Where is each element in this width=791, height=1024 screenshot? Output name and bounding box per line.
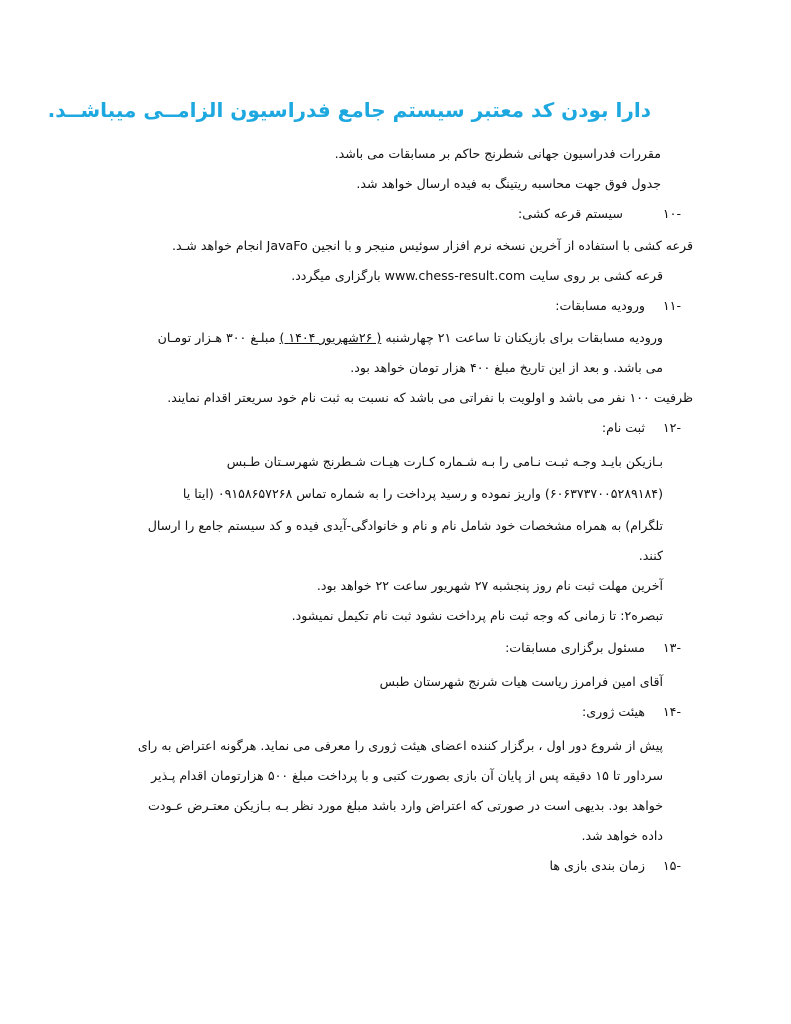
section-12-line-5: آخرین مهلت ثبت نام روز پنجشبه ۲۷ شهریور ساعت ۲۲ خواهد بود. [316,578,663,593]
section-13-number: -۱۳ [662,640,681,655]
section-10-title: سیستم قرعه کشی: [518,206,623,221]
section-12-line-3: تلگرام) به همراه مشخصات خود شامل نام و نام و خانوادگی-آیدی فیده و کد سیستم جامع را ارسال [147,518,663,533]
section-14-line-4: داده خواهد شد. [581,828,663,843]
section-11-number: -۱۱ [662,298,681,313]
section-13-title: مسئول برگزاری مسابقات: [505,640,645,655]
page-title: دارا بودن کد معتبر سیستم جامع فدراسیون الزامــی میباشــد. [47,98,651,122]
section-12-line-4: کنند. [638,548,663,563]
section-11-heading [555,297,681,315]
section-14-line-2: سرداور تا ۱۵ دقیقه پس از پایان آن بازی بصورت کتبی و با پرداخت مبلغ ۵۰۰ هزارتومان اقدام پـذیر [151,768,663,783]
intro-line-2: جدول فوق جهت محاسبه ریتینگ به فیده ارسال خواهد شد. [356,176,661,191]
section-11-line-1-start: ورودیه مسابقات برای بازیکنان تا ساعت ۲۱ چهارشنبه [385,330,663,345]
section-11-line-3: ظرفیت ۱۰۰ نفر می باشد و اولویت با نفراتی می باشد که نسبت به ثبت نام خود سریعتر اقدام نمایند. [167,390,693,405]
section-14-number: -۱۴ [662,704,681,719]
section-10-number: -۱۰ [662,206,681,221]
section-12-line-1: بـازیکن بایـد وجـه ثبـت نـامی را بـه شـماره کـارت هیـات شـطرنج شهرسـتان طـبس [226,454,663,469]
section-10-line-2: قرعه کشی بر روی سایت www.chess-result.com بارگزاری میگردد. [291,268,663,283]
section-12-line-2: (۶۰۶۳۷۳۷۰۰۵۲۸۹۱۸۴) واریز نموده و رسید پرداخت را به شماره تماس ۰۹۱۵۸۶۵۷۲۶۸ (ایتا یا [182,486,663,501]
section-15-title: زمان بندی بازی ها [549,858,645,873]
section-10-heading [518,205,681,223]
section-13-line-1: آقای امین فرامرز ریاست هیات شرنج شهرستان طبس [379,674,663,689]
intro-line-1: مقررات فدراسیون جهانی شطرنج حاکم بر مسابقات می باشد. [334,146,661,161]
section-11-line-1-end: مبلـغ ۳۰۰ هـزار تومـان [157,330,276,345]
section-10-line-1: قرعه کشی با استفاده از آخرین نسخه نرم افزار سوئیس منیجر و با انجین JavaFo انجام خواهد شـد. [171,238,693,253]
section-13-heading [505,639,681,657]
section-11-line-2: می باشد. و بعد از این تاریخ مبلغ ۴۰۰ هزار تومان خواهد بود. [350,360,663,375]
section-15-heading [550,857,681,875]
section-11-line-1 [158,329,663,347]
section-12-title: ثبت نام: [601,420,645,435]
section-14-heading [582,703,681,721]
section-14-line-1: پیش از شروع دور اول ، برگزار کننده اعضای هیئت ژوری را معرفی می نماید. هرگونه اعتراض به رای [137,738,663,753]
section-15-number: -۱۵ [662,858,681,873]
section-14-line-3: خواهد بود. بدیهی است در صورتی که اعتراض وارد باشد مبلغ مورد نظر بـه بـازیکن معتـرض عـودت [148,798,663,813]
section-14-title: هیئت ژوری: [582,704,645,719]
section-11-title: ورودیه مسابقات: [555,298,645,313]
section-12-line-6: تبصره۲: تا زمانی که وجه ثبت نام پرداخت نشود ثبت نام تکیمل نمیشود. [291,608,663,623]
section-12-number: -۱۲ [662,420,681,435]
section-11-date: ( ۲۶شهریور ۱۴۰۴ ) [279,330,382,345]
section-12-heading [602,419,681,437]
